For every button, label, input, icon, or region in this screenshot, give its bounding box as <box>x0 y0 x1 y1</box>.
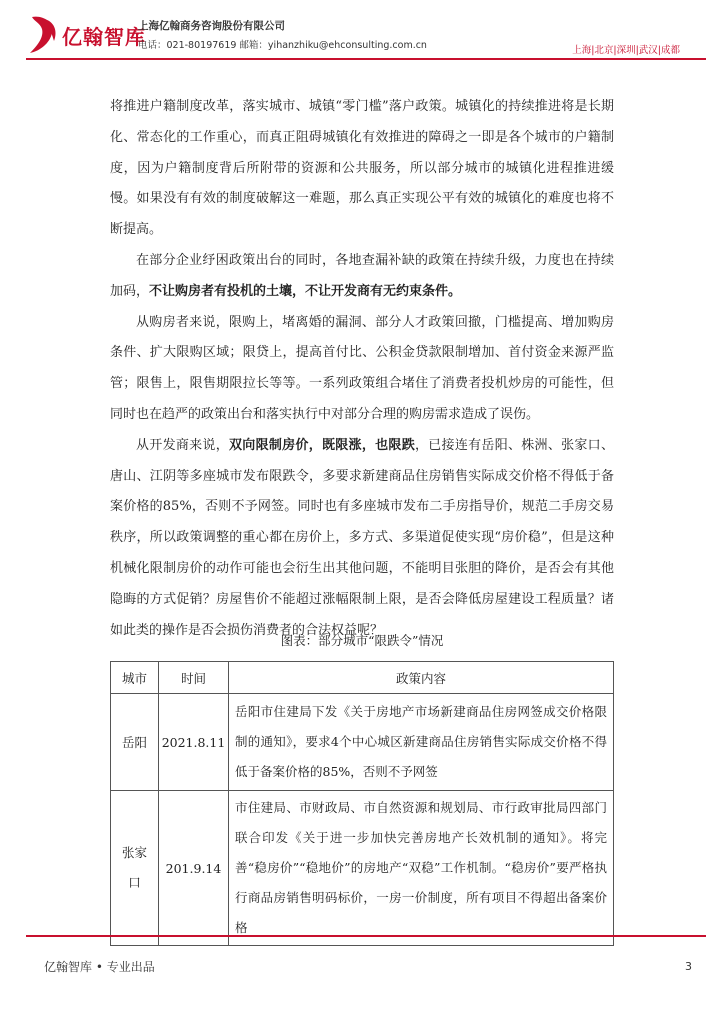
table-row <box>111 791 614 946</box>
paragraph-2 <box>110 246 614 308</box>
company-name: 上海亿翰商务咨询股份有限公司 <box>138 20 285 32</box>
footer-divider <box>26 935 706 937</box>
page-number: 3 <box>685 960 692 973</box>
cell-content: 岳阳市住建局下发《关于房地产市场新建商品住房网签成交价格限制的通知》，要求4个中心城区新建商品住房销售实际成交价格不得低于备案价格的85%，否则不予网签 <box>229 694 614 791</box>
paragraph-4-bold: 双向限制房价，既限涨，也限跌 <box>229 437 415 453</box>
header-date: 时间 <box>159 662 229 694</box>
logo-mark-icon <box>24 15 60 55</box>
cell-city: 张家口 <box>111 791 159 946</box>
paragraph-4 <box>110 431 614 647</box>
cell-date: 201.9.14 <box>159 791 229 946</box>
table-header-row <box>111 662 614 694</box>
cell-content: 市住建局、市财政局、市自然资源和规划局、市行政审批局四部门联合印发《关于进一步加快完善房地产长效机制的通知》。将完善“稳房价”“稳地价”的房地产“双稳”工作机制。“稳房价”要严格执行商品房销售明码标价，一房一价制度，所有项目不得超出备案价格 <box>229 791 614 946</box>
company-info <box>138 18 427 51</box>
paragraph-4-text-b: ，已接连有岳阳、株洲、张家口、唐山、江阴等多座城市发布限跌令，多要求新建商品住房销售实际成交价格不得低于备案价格的85%，否则不予网签。同时也有多座城市发布二手房指导价，规范二手房交易秩序，所以政策调整的重心都在房价上，多方式、多渠道促使实现“房价稳”，但是这种机械化限制房价的动作可能也会衍生出其他问题，不能明目张胆的降价，是否会有其他隐晦的方式促销？房屋售价不能超过涨幅限制上限，是否会降低房屋建设工程质量？诸如此类的操作是否会损伤消费者的合法权益呢？ <box>110 437 614 638</box>
header-divider <box>26 58 706 60</box>
policy-table <box>110 661 614 946</box>
document-body <box>110 92 614 646</box>
footer-brand: 亿翰智库 • 专业出品 <box>44 960 155 974</box>
paragraph-2-bold: 不让购房者有投机的土壤，不让开发商有无约束条件。 <box>149 283 462 299</box>
logo-text: 亿翰智库 <box>62 24 146 49</box>
paragraph-1: 将推进户籍制度改革，落实城市、城镇“零门槛”落户政策。城镇化的持续推进将是长期化、常态化的工作重心，而真正阻碍城镇化有效推进的障碍之一即是各个城市的户籍制度，因为户籍制度背后所附带的资源和公共服务，所以部分城市的城镇化进程推进缓慢。如果没有有效的制度破解这一难题，那么真正实现公平有效的城镇化的难度也将不断提高。 <box>110 99 614 238</box>
header-city: 城市 <box>111 662 159 694</box>
table-title: 图表：部分城市“限跌令”情况 <box>280 633 444 648</box>
paragraph-2-text: 在部分企业纾困政策出台的同时，各地查漏补缺的政策在持续升级，力度也在持续加码， <box>110 252 614 299</box>
company-contact: 电话：021-80197619 邮箱：yihanzhiku@ehconsulting.com.cn <box>138 40 427 51</box>
page-header <box>0 0 724 70</box>
header-content: 政策内容 <box>229 662 614 694</box>
paragraph-4-text-a: 从开发商来说， <box>136 437 229 453</box>
paragraph-3: 从购房者来说，限购上，堵离婚的漏洞、部分人才政策回撤，门槛提高、增加购房条件、扩大限购区域；限贷上，提高首付比、公积金贷款限制增加、首付资金来源严监管；限售上，限售期限拉长等等。一系列政策组合堵住了消费者投机炒房的可能性，但同时也在趋严的政策出台和落实执行中对部分合理的购房需求造成了误伤。 <box>110 314 614 422</box>
table-row <box>111 694 614 791</box>
cell-city: 岳阳 <box>111 694 159 791</box>
logo <box>24 15 146 55</box>
office-cities: 上海|北京|深圳|武汉|成都 <box>572 45 680 56</box>
cell-date: 2021.8.11 <box>159 694 229 791</box>
